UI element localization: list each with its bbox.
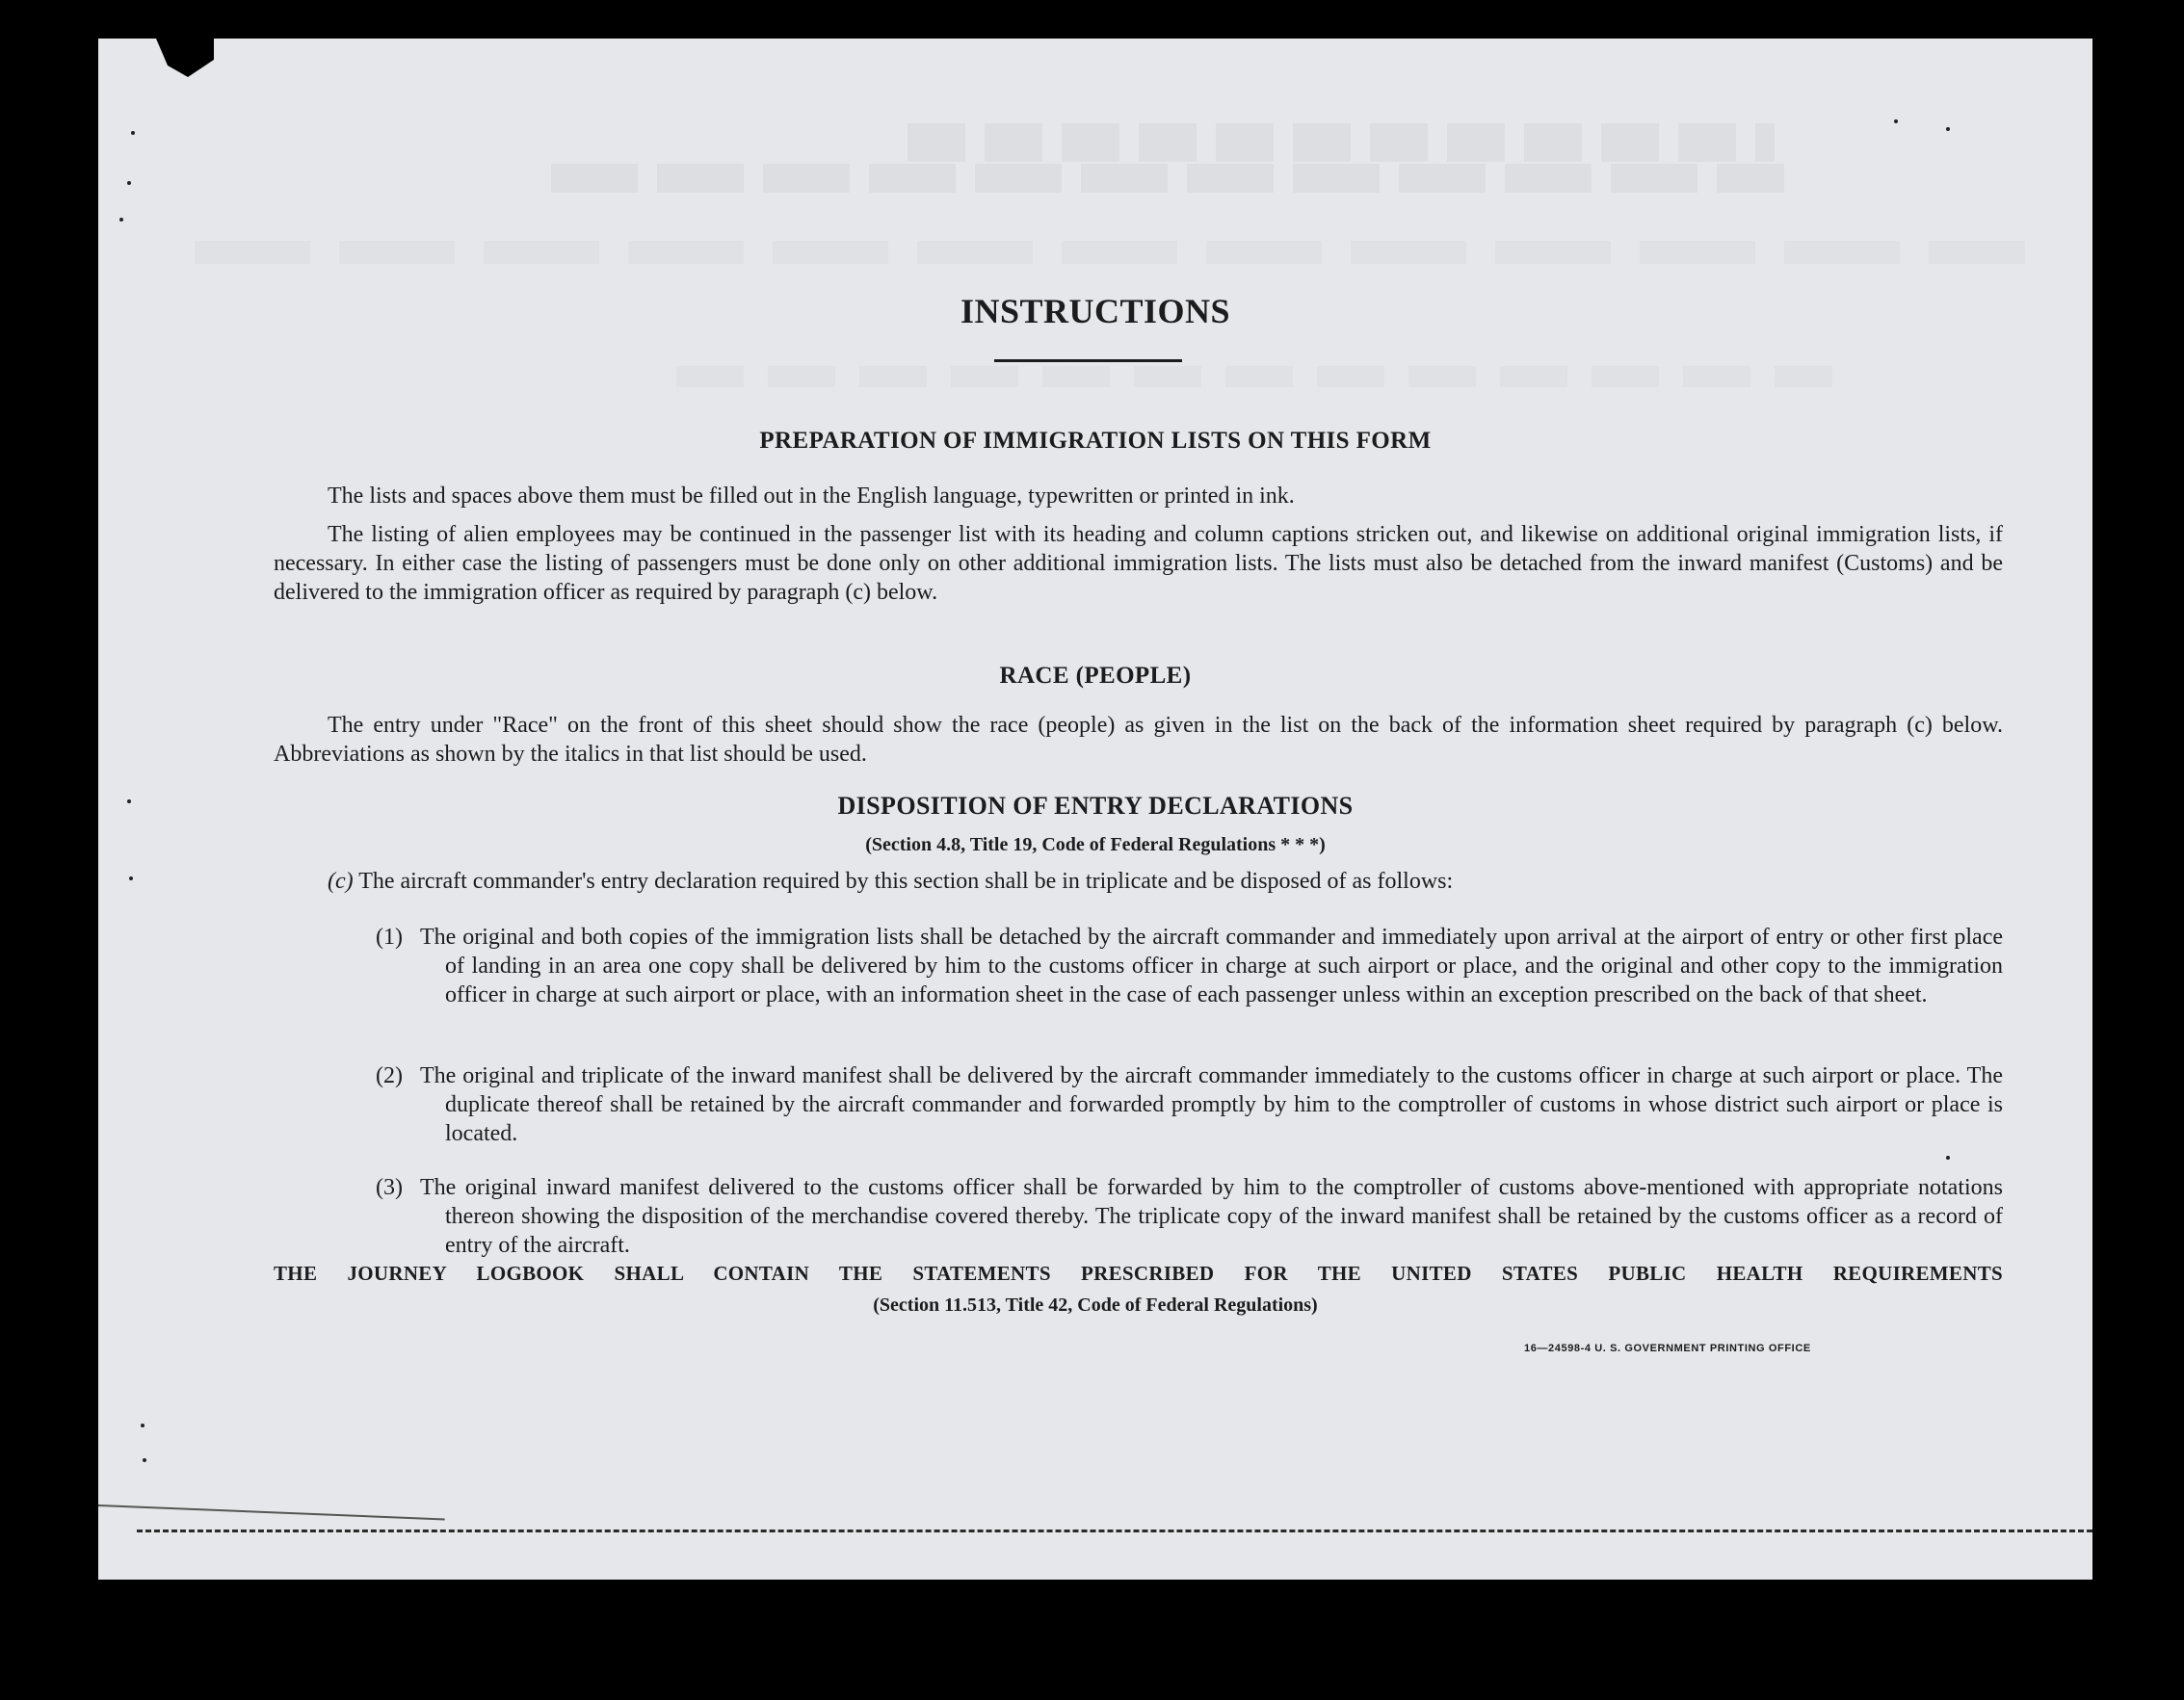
fold-line <box>98 1504 445 1520</box>
disposition-item-2 <box>376 1061 2003 1148</box>
item-number: (2) <box>376 1063 403 1088</box>
bleed-through <box>676 366 1832 387</box>
preparation-paragraph-1: The lists and spaces above them must be filled out in the English language, typewritten or printed in ink. <box>328 484 1295 509</box>
ink-speck <box>1946 127 1950 131</box>
preparation-paragraph-2: The listing of alien employees may be continued in the passenger list with its heading and column captions stricken out, and likewise on additional original immigration lists, if necessary. In either case the listing of passengers must be done only on other additional immigration lists. The lists must also be detached from the inward manifest (Customs) and be delivered to the immigration officer as required by paragraph (c) below. <box>274 522 2003 605</box>
ink-speck <box>1894 119 1898 123</box>
torn-corner <box>156 39 214 77</box>
preparation-heading: PREPARATION OF IMMIGRATION LISTS ON THIS FORM <box>759 428 1432 454</box>
item-text: The original and both copies of the immigration lists shall be detached by the aircraft commander and immediately upon arrival at the airport of entry or other first place of landing in an area one copy shall be delivered by him to the customs officer in charge at such airport or place, and the original and other copy to the immigration officer in charge at such airport or place, with an information sheet in the case of each passenger unless within an exception prescribed on the back of that sheet. <box>420 925 2003 1007</box>
ink-speck <box>127 799 131 803</box>
race-paragraph: The entry under "Race" on the front of this sheet should show the race (people) as given in the list on the back of the information sheet required by paragraph (c) below. Abbreviations as shown by the italics in that list should be used. <box>274 713 2003 767</box>
document-page <box>98 39 2092 1580</box>
title-underline <box>994 359 1182 362</box>
ink-speck <box>129 876 133 880</box>
disposition-intro-text: The aircraft commander's entry declaration required by this section shall be in triplicate and be disposed of as follows: <box>358 869 1454 894</box>
ink-speck <box>127 181 131 185</box>
ink-speck <box>131 131 135 135</box>
bleed-through <box>908 123 1775 162</box>
ink-speck <box>1946 1156 1950 1160</box>
race-heading: RACE (PEOPLE) <box>999 663 1192 689</box>
item-number: (1) <box>376 925 403 950</box>
disposition-intro-label: (c) <box>328 869 354 894</box>
disposition-heading: DISPOSITION OF ENTRY DECLARATIONS <box>837 792 1354 820</box>
page-title: INSTRUCTIONS <box>960 292 1231 330</box>
perforation-edge <box>137 1530 2092 1532</box>
health-requirements-heading: THE JOURNEY LOGBOOK SHALL CONTAIN THE STATEMENTS PRESCRIBED FOR THE UNITED STATES PUBLIC HEALTH REQUIREMENTS <box>274 1262 2003 1285</box>
item-number: (3) <box>376 1175 403 1200</box>
disposition-subheading: (Section 4.8, Title 19, Code of Federal Regulations * * *) <box>865 834 1326 855</box>
ink-speck <box>143 1458 146 1462</box>
bleed-through <box>551 164 1784 193</box>
ink-speck <box>119 218 123 222</box>
disposition-item-1 <box>376 923 2003 1009</box>
ink-speck <box>141 1424 145 1427</box>
item-text: The original and triplicate of the inward manifest shall be delivered by the aircraft commander immediately to the customs officer in charge at such airport or place. The duplicate thereof shall be retained by the aircraft commander and forwarded promptly by him to the comptroller of customs in whose district such airport or place is located. <box>420 1063 2003 1146</box>
health-requirements-subheading: (Section 11.513, Title 42, Code of Federal Regulations) <box>873 1295 1318 1316</box>
item-text: The original inward manifest delivered to the customs officer shall be forwarded by him to the comptroller of customs above-mentioned with appropriate notations thereon showing the disposition of the merchandise covered thereby. The triplicate copy of the inward manifest shall be retained by the customs officer as a record of entry of the aircraft. <box>420 1175 2003 1258</box>
disposition-intro <box>328 869 1453 895</box>
bleed-through <box>195 241 2025 264</box>
disposition-item-3 <box>376 1173 2003 1260</box>
printer-mark: 16—24598-4 U. S. GOVERNMENT PRINTING OFFICE <box>1524 1343 1811 1354</box>
